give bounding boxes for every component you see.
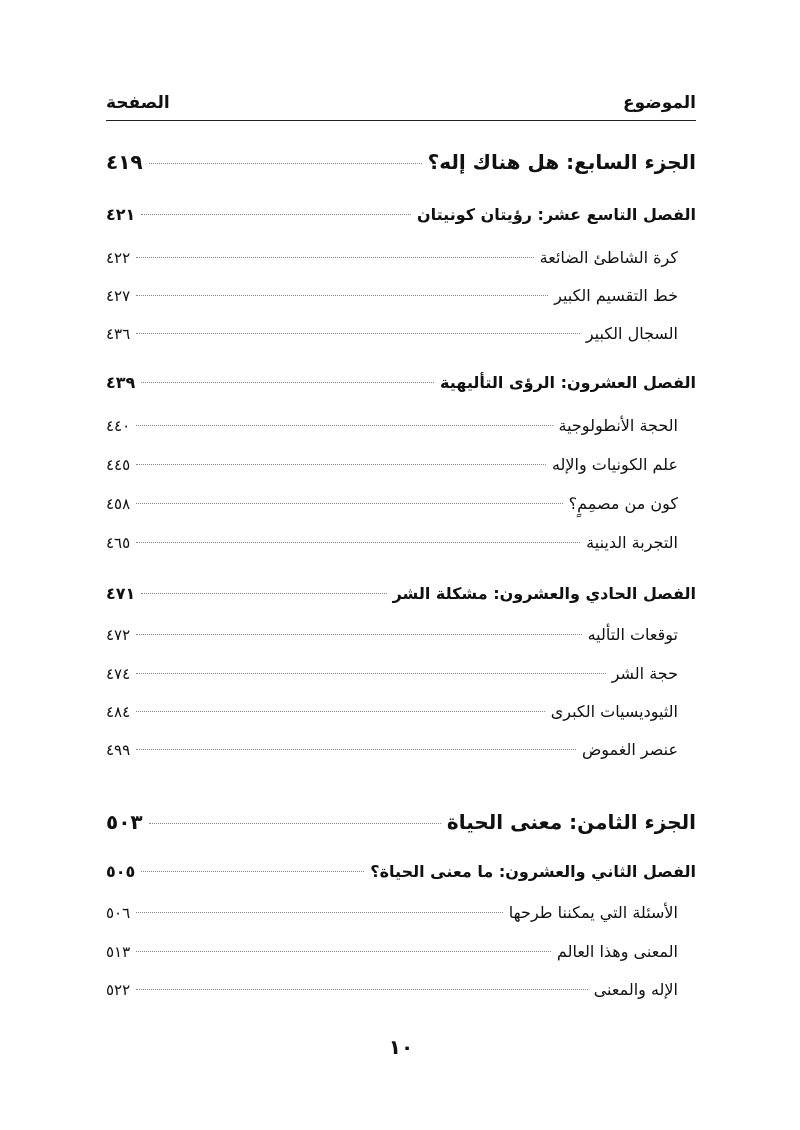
toc-section-entry	[106, 903, 696, 933]
toc-part-entry	[106, 150, 696, 180]
entry-page: ٤٢٢	[106, 249, 131, 267]
dot-leader	[136, 425, 552, 426]
toc-header	[106, 86, 696, 121]
dot-leader	[136, 542, 580, 543]
entry-page: ٥١٣	[106, 943, 131, 961]
entry-title: الفصل الحادي والعشرون: مشكلة الشر	[392, 584, 696, 603]
toc-page	[106, 0, 696, 1130]
entry-page: ٥٠٣	[106, 810, 143, 834]
toc-section-entry	[106, 286, 696, 316]
dot-leader	[136, 464, 546, 465]
entry-title: توقعات التأليه	[587, 625, 678, 644]
entry-title: خط التقسيم الكبير	[554, 286, 678, 305]
entry-title: الفصل الثاني والعشرون: ما معنى الحياة؟	[370, 862, 696, 881]
toc-section-entry	[106, 664, 696, 694]
entry-page: ٤١٩	[106, 150, 143, 174]
entry-title: كون من مصمِمٍ؟	[568, 494, 678, 513]
dot-leader	[141, 871, 364, 872]
toc-section-entry	[106, 942, 696, 972]
dot-leader	[136, 333, 580, 334]
page-column-label: الصفحة	[106, 93, 170, 113]
toc-section-entry	[106, 494, 696, 524]
entry-title: الفصل العشرون: الرؤى التأليهية	[440, 373, 696, 392]
toc-section-entry	[106, 980, 696, 1010]
toc-section-entry	[106, 416, 696, 446]
entry-page: ٤٩٩	[106, 741, 131, 759]
dot-leader	[136, 503, 562, 504]
toc-part-entry	[106, 810, 696, 840]
entry-title: حجة الشر	[611, 664, 678, 683]
entry-title: التجربة الدينية	[586, 533, 678, 552]
dot-leader	[141, 214, 411, 215]
entry-page: ٤٥٨	[106, 495, 131, 513]
entry-page: ٤٧٢	[106, 626, 131, 644]
dot-leader	[141, 382, 434, 383]
dot-leader	[136, 989, 588, 990]
toc-section-entry	[106, 740, 696, 770]
dot-leader	[136, 634, 581, 635]
toc-chapter-entry	[106, 862, 696, 892]
dot-leader	[149, 163, 422, 164]
entry-title: السجال الكبير	[585, 324, 678, 343]
entry-page: ٥٢٢	[106, 981, 131, 999]
entry-title: عنصر الغموض	[581, 740, 678, 759]
entry-title: كرة الشاطئ الضائعة	[539, 248, 678, 267]
entry-page: ٤٣٩	[106, 373, 136, 392]
dot-leader	[149, 823, 441, 824]
toc-section-entry	[106, 455, 696, 485]
entry-page: ٤٣٦	[106, 325, 131, 343]
toc-chapter-entry	[106, 373, 696, 403]
entry-title: الحجة الأنطولوجية	[558, 416, 678, 435]
dot-leader	[136, 295, 548, 296]
entry-page: ٤٧٤	[106, 665, 131, 683]
entry-page: ٥٠٦	[106, 904, 131, 922]
page-number: ١٠	[388, 1035, 414, 1059]
toc-section-entry	[106, 702, 696, 732]
dot-leader	[141, 593, 386, 594]
entry-title: الأسئلة التي يمكننا طرحها	[508, 903, 678, 922]
entry-title: الجزء الثامن: معنى الحياة	[446, 810, 696, 834]
dot-leader	[136, 257, 533, 258]
entry-page: ٤٤٠	[106, 417, 131, 435]
toc-chapter-entry	[106, 584, 696, 614]
dot-leader	[136, 912, 503, 913]
entry-page: ٤٢١	[106, 205, 136, 224]
entry-page: ٥٠٥	[106, 862, 136, 881]
topic-column-label: الموضوع	[623, 93, 696, 113]
entry-title: الثيوديسيات الكبرى	[550, 702, 678, 721]
toc-section-entry	[106, 533, 696, 563]
toc-section-entry	[106, 625, 696, 655]
toc-section-entry	[106, 248, 696, 278]
entry-page: ٤٧١	[106, 584, 136, 603]
entry-page: ٤٢٧	[106, 287, 131, 305]
toc-chapter-entry	[106, 205, 696, 235]
dot-leader	[136, 749, 576, 750]
entry-title: المعنى وهذا العالم	[556, 942, 678, 961]
dot-leader	[136, 711, 545, 712]
toc-section-entry	[106, 324, 696, 354]
entry-title: الفصل التاسع عشر: رؤيتان كونيتان	[416, 205, 696, 224]
dot-leader	[136, 673, 606, 674]
dot-leader	[136, 951, 551, 952]
entry-title: الجزء السابع: هل هناك إله؟	[427, 150, 696, 174]
entry-page: ٤٨٤	[106, 703, 131, 721]
entry-title: علم الكونيات والإله	[551, 455, 678, 474]
entry-title: الإله والمعنى	[593, 980, 678, 999]
entry-page: ٤٦٥	[106, 534, 131, 552]
entry-page: ٤٤٥	[106, 456, 131, 474]
